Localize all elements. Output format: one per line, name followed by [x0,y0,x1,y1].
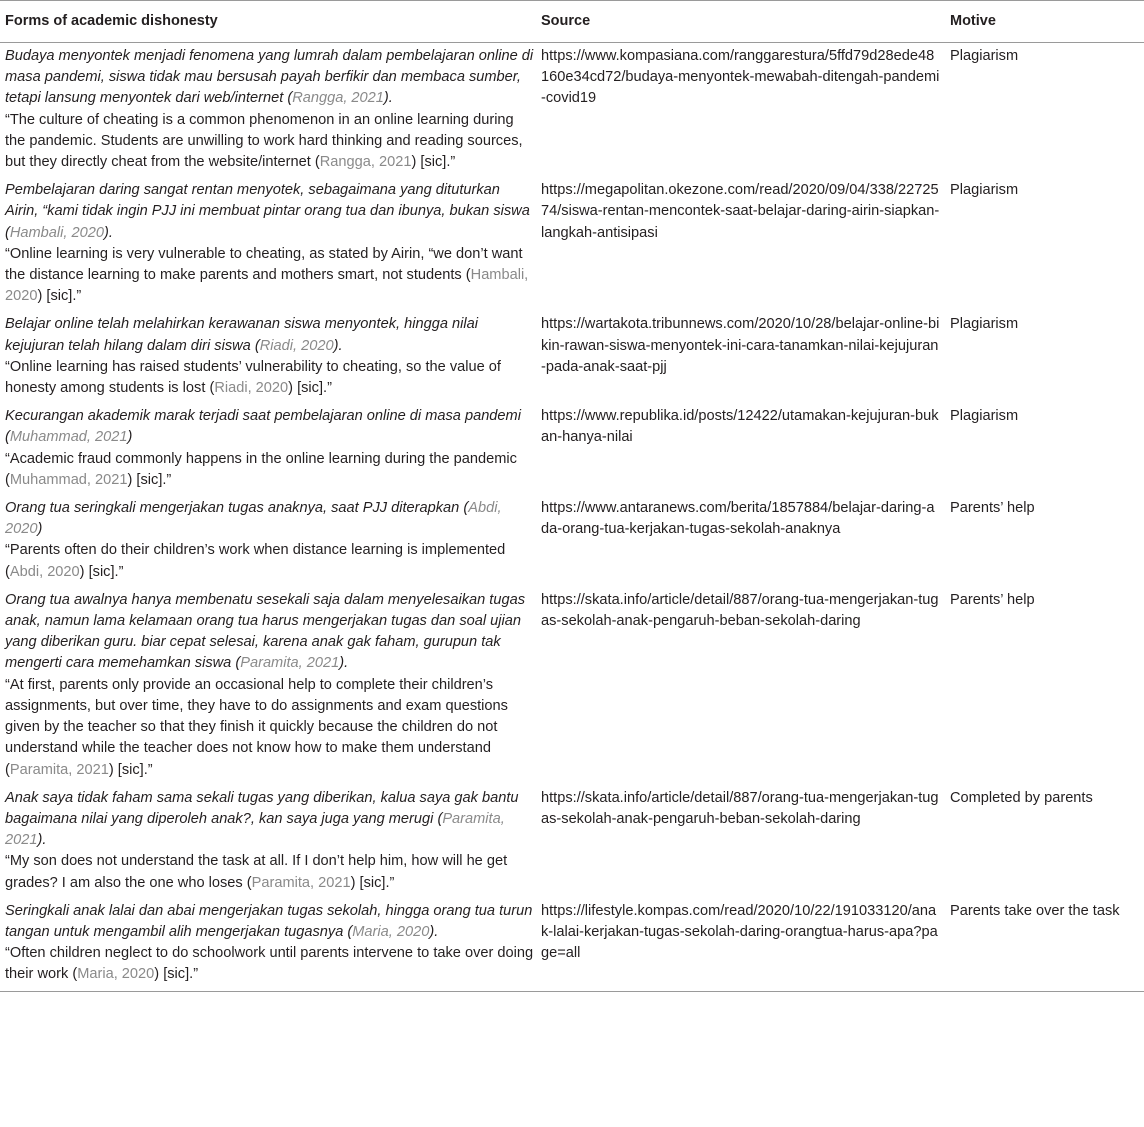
indonesian-text: Kecurangan akademik marak terjadi saat pembelajaran online di masa pandemi [5,408,521,425]
citation-open: ( [287,90,293,107]
source-url[interactable]: https://wartakota.tribunnews.com/2020/10/28/belajar-online-bikin-rawan-siswa-menyontek-ini-cara-tanamkan-nilai-kejujuran-pada-anak-saat-pjj [541,316,940,375]
citation-open: ( [347,923,353,940]
motive-cell: Parents’ help [950,591,1035,608]
citation-link[interactable]: Muhammad, 2021 [9,471,128,488]
english-quote [5,110,535,174]
english-quote [5,540,535,582]
citation-open: ( [5,761,10,778]
table-row [0,311,1144,403]
citation-link[interactable]: Abdi, 2020 [9,563,80,580]
table-row [0,177,1144,311]
english-quote [5,449,535,491]
citation-close: ). [333,337,343,354]
indonesian-quote [5,498,535,540]
header-forms: Forms of academic dishonesty [0,0,541,43]
citation-close: ) [sic].” [127,471,172,488]
citation-close: ) [sic].” [288,380,332,397]
forms-cell [0,587,541,785]
forms-cell [0,177,541,311]
source-url[interactable]: https://www.republika.id/posts/12422/utamakan-kejujuran-bukan-hanya-nilai [541,408,939,446]
english-quote [5,943,535,985]
header-row [0,0,1144,43]
table-row [0,495,1144,587]
header-motive: Motive [950,0,1144,43]
citation-link[interactable]: Maria, 2020 [352,923,430,940]
citation-open: ( [437,810,443,827]
indonesian-text: Pembelajaran daring sangat rentan menyotek, sebagaimana yang dituturkan Airin, “kami tidak ingin PJJ ini membuat pintar orang tua dan ibunya, bukan siswa [5,182,530,220]
english-text: “The culture of cheating is a common phenomenon in an online learning during the pandemic. Students are unwilling to work hard thinking and reading sources, but they directly cheat from the website/internet [5,111,523,171]
citation-close: ) [127,429,133,446]
indonesian-quote [5,314,535,356]
table-row [0,785,1144,898]
forms-cell [0,495,541,587]
citation-link[interactable]: Riadi, 2020 [214,380,289,397]
indonesian-quote [5,46,535,110]
indonesian-text: Budaya menyontek menjadi fenomena yang lumrah dalam pembelajaran online di masa pandemi, siswa tidak mau bersusah payah berfikir dan membaca sumber, tetapi lansung menyontek dari web/internet [5,48,534,107]
english-quote [5,244,535,308]
citation-open: ( [314,154,320,171]
indonesian-quote [5,901,535,943]
citation-close: ). [383,90,393,107]
citation-open: ( [209,380,215,397]
citation-open: ( [235,655,241,672]
english-text: “Often children neglect to do schoolwork until parents intervene to take over doing their work [5,945,534,983]
table-row [0,898,1144,991]
citation-link[interactable]: Hambali, 2020 [5,267,529,305]
motive-cell: Parents’ help [950,500,1035,517]
citation-link[interactable]: Muhammad, 2021 [9,429,128,446]
citation-open: ( [5,563,10,580]
table-row [0,587,1144,785]
citation-close: ) [sic].” [154,966,199,983]
english-text: “At first, parents only provide an occasional help to complete their children’s assignments, but over time, they have to do assignments and exam questions given by the teacher so that they finish it quickly because the children do not understand while the teacher does not know how to make them understand [5,676,508,757]
indonesian-quote [5,180,535,244]
citation-link[interactable]: Hambali, 2020 [9,224,104,241]
citation-close: ) [sic].” [79,563,124,580]
source-url[interactable]: https://lifestyle.kompas.com/read/2020/10/22/191033120/anak-lalai-kerjakan-tugas-sekolah-daring-orangtua-harus-apa?page=all [541,898,950,991]
citation-link[interactable]: Abdi, 2020 [5,500,502,538]
english-quote [5,675,535,781]
citation-open: ( [246,874,252,891]
english-text: “My son does not understand the task at all. If I don’t help him, how will he get grades? I am also the one who loses [5,853,508,891]
citation-link[interactable]: Paramita, 2021 [240,655,340,672]
citation-open: ( [5,429,10,446]
citation-close: ) [sic].” [350,874,395,891]
motive-cell: Parents take over the task [950,898,1144,991]
citation-open: ( [72,966,78,983]
citation-open: ( [5,471,10,488]
source-url[interactable]: https://skata.info/article/detail/887/orang-tua-mengerjakan-tugas-sekolah-anak-pengaruh-beban-sekolah-daring [541,591,939,630]
indonesian-text: Belajar online telah melahirkan kerawanan siswa menyontek, hingga nilai kejujuran telah hilang dalam diri siswa [5,316,478,354]
motive-cell: Completed by parents [950,789,1093,806]
citation-link[interactable]: Paramita, 2021 [9,761,109,778]
citation-close: ). [339,655,349,672]
forms-cell [0,43,541,178]
citation-link[interactable]: Paramita, 2021 [5,810,505,849]
source-url[interactable]: https://megapolitan.okezone.com/read/2020/09/04/338/2272574/siswa-rentan-mencontek-saat-belajar-daring-airin-siapkan-langkah-antisipasi [541,182,940,241]
forms-cell [0,898,541,991]
citation-close: ). [103,224,113,241]
indonesian-text: Anak saya tidak faham sama sekali tugas yang diberikan, kalua saya gak bantu bagaimana nilai yang diperoleh anak?, kan saya juga yang merugi [5,789,519,827]
citation-close: ) [sic].” [411,154,456,171]
indonesian-quote [5,590,535,675]
citation-open: ( [465,267,471,284]
indonesian-text: Seringkali anak lalai dan abai mengerjakan tugas sekolah, hingga orang tua turun tangan untuk mengambil alih mengerjakan tugasnya [5,902,533,940]
citation-close: ) [sic].” [37,288,82,305]
citation-link[interactable]: Rangga, 2021 [319,154,412,171]
citation-close: ). [37,832,47,849]
source-url[interactable]: https://www.kompasiana.com/ranggarestura/5ffd79d28ede48160e34cd72/budaya-menyontek-mewabah-ditengah-pandemi-covid19 [541,48,940,107]
citation-link[interactable]: Paramita, 2021 [251,874,351,891]
indonesian-quote [5,406,535,448]
forms-cell [0,403,541,495]
english-text: “Academic fraud commonly happens in the online learning during the pandemic [5,450,517,467]
citation-link[interactable]: Riadi, 2020 [259,337,334,354]
english-quote [5,851,535,893]
english-text: “Online learning is very vulnerable to cheating, as stated by Airin, “we don’t want the distance learning to make parents and mothers smart, not students [5,245,523,284]
source-url[interactable]: https://skata.info/article/detail/887/orang-tua-mengerjakan-tugas-sekolah-anak-pengaruh-beban-sekolah-daring [541,789,939,827]
citation-open: ( [463,500,469,517]
citation-open: ( [254,337,260,354]
english-text: “Parents often do their children’s work when distance learning is implemented [5,542,506,559]
english-text: “Online learning has raised students’ vulnerability to cheating, so the value of honesty among students is lost [5,358,501,397]
citation-close: ) [sic].” [108,761,153,778]
forms-cell [0,311,541,403]
table-row [0,43,1144,178]
motive-cell: Plagiarism [950,316,1019,333]
indonesian-text: Orang tua awalnya hanya membenatu sesekali saja dalam menyelesaikan tugas anak, namun lama kelamaan orang tua harus mengerjakan tugas dan soal ujian yang diberikan guru. biar cepat selesai, karena anak gak faham, gurupun tak mengerti cara memehamkan siswa [5,591,526,672]
source-url[interactable]: https://www.antaranews.com/berita/1857884/belajar-daring-ada-orang-tua-kerjakan-tugas-sekolah-anaknya [541,500,935,538]
table-row [0,403,1144,495]
english-quote [5,357,535,399]
citation-link[interactable]: Rangga, 2021 [292,90,384,107]
citation-open: ( [5,224,10,241]
forms-cell [0,785,541,898]
header-source: Source [541,0,950,43]
citation-link[interactable]: Maria, 2020 [77,966,155,983]
motive-cell: Plagiarism [950,408,1019,425]
citation-close: ) [37,521,43,538]
motive-cell: Plagiarism [950,48,1019,64]
motive-cell: Plagiarism [950,182,1019,199]
citation-close: ). [429,923,439,940]
indonesian-quote [5,788,535,852]
indonesian-text: Orang tua seringkali mengerjakan tugas anaknya, saat PJJ diterapkan [5,500,460,517]
